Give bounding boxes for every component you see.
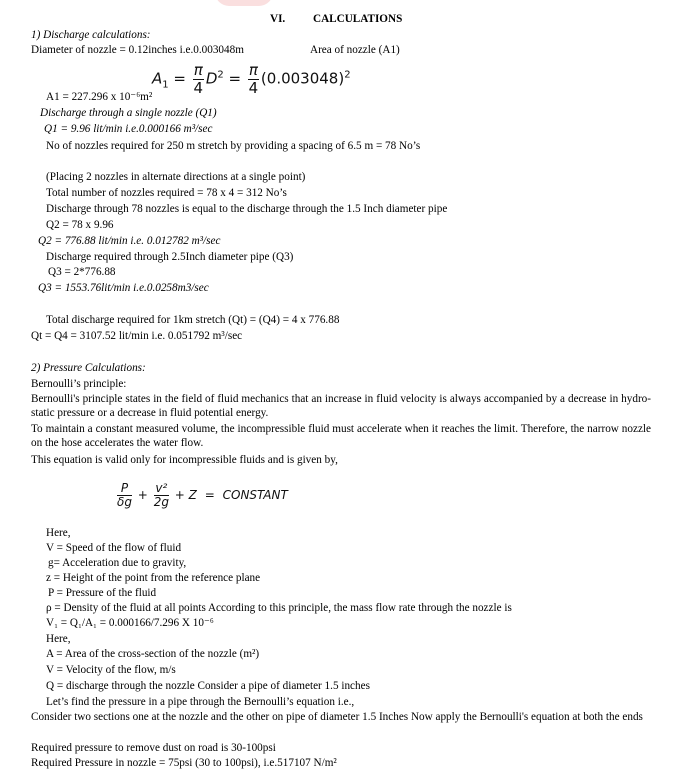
required-dust-pressure: Required pressure to remove dust on road is 30-100psi — [31, 742, 276, 754]
nozzle-area-label: Area of nozzle (A1) — [310, 44, 400, 56]
eq-z: Z — [188, 488, 197, 503]
def-q: Q = discharge through the nozzle Consider a pipe of diameter 1.5 inches — [46, 680, 370, 692]
discharge-heading: 1) Discharge calculations: — [31, 29, 151, 41]
bernoulli-paragraph-1: Bernoulli's principle states in the field of fluid mechanics that an increase in fluid velocity is always accompanied by a decrease in hydro-static pressure or a decrease in fluid potential energy. — [31, 393, 651, 419]
section-number: VI. — [270, 13, 286, 25]
bernoulli-equation — [115, 482, 288, 509]
eq-v2-over-2g: $\frac{\text{v²}}{2g}$ — [153, 481, 169, 510]
eq-a-subscript: 1 — [162, 79, 169, 91]
q3-label: Discharge required through 2.5Inch diameter pipe (Q3) — [46, 251, 294, 263]
lets-find-pressure: Let’s find the pressure in a pipe through the Bernoulli’s equation i.e., — [46, 696, 355, 708]
eq-pi-over-4-1: $\frac{\pi}{4}$ — [193, 61, 204, 97]
def-p: P = Pressure of the fluid — [48, 587, 157, 599]
def-g: g= Acceleration due to gravity, — [48, 557, 187, 569]
eq-a-symbol: A — [152, 69, 163, 88]
eq-value: (0.003048) — [260, 69, 345, 88]
required-nozzle-pressure: Required Pressure in nozzle = 75psi (30 to 100psi), i.e.517107 N/m² — [31, 757, 337, 769]
q2-expression: Q2 = 78 x 9.96 — [46, 219, 114, 231]
def-a: A = Area of the cross-section of the nozzle (m²) — [46, 648, 260, 660]
eq-equals: = — [204, 488, 215, 503]
eq-equals-2: = — [228, 69, 242, 88]
def-rho: ρ = Density of the fluid at all points According to this principle, the mass flow rate through the nozzle is — [46, 602, 512, 614]
placing-note: (Placing 2 nozzles in alternate directions at a single point) — [46, 171, 306, 183]
a1-value: A1 = 227.296 x 10⁻⁶m² — [46, 91, 153, 103]
q3-value: Q3 = 1553.76lit/min i.e.0.0258m3/sec — [38, 282, 209, 294]
total-nozzles: Total number of nozzles required = 78 x 4 = 312 No’s — [46, 187, 287, 199]
q2-value: Q2 = 776.88 lit/min i.e. 0.012782 m³/sec — [38, 235, 221, 247]
nozzle-diameter: Diameter of nozzle = 0.12inches i.e.0.003048m — [31, 44, 244, 56]
here-label-1: Here, — [46, 527, 71, 539]
bernoulli-paragraph-3: This equation is valid only for incompressible fluids and is given by, — [31, 454, 338, 466]
eq-constant: CONSTANT — [222, 488, 288, 503]
q1-value: Q1 = 9.96 lit/min i.e.0.000166 m³/sec — [44, 123, 213, 135]
top-color-mark — [215, 0, 273, 6]
nozzles-required: No of nozzles required for 250 m stretch by providing a spacing of 6.5 m = 78 No’s — [46, 140, 421, 152]
bernoulli-label: Bernoulli’s principle: — [31, 378, 127, 390]
area-equation — [152, 62, 351, 96]
eq-value-square: 2 — [344, 69, 351, 81]
eq-plus-2: + — [174, 488, 185, 503]
eq-p-over-dg: $\frac{P}{\delta g}$ — [117, 481, 132, 510]
qt-value: Qt = Q4 = 3107.52 lit/min i.e. 0.051792 m³/sec — [31, 330, 243, 342]
here-label-2: Here, — [46, 633, 71, 645]
def-v-velocity: V = Velocity of the flow, m/s — [46, 664, 176, 676]
pressure-heading: 2) Pressure Calculations: — [31, 362, 146, 374]
bernoulli-paragraph-2: To maintain a constant measured volume, the incompressible fluid must accelerate when it reaches the limit. Therefore, the narrow nozzle on the hose accelerates the water flow. — [31, 423, 651, 449]
total-1km: Total discharge required for 1km stretch (Qt) = (Q4) = 4 x 776.88 — [46, 314, 340, 326]
discharge-78-nozzles: Discharge through 78 nozzles is equal to the discharge through the 1.5 Inch diameter pipe — [46, 203, 448, 215]
def-v: V = Speed of the flow of fluid — [46, 542, 182, 554]
def-z: z = Height of the point from the reference plane — [46, 572, 261, 584]
eq-d-symbol: D — [205, 69, 218, 88]
q3-expression: Q3 = 2*776.88 — [48, 266, 116, 278]
eq-plus-1: + — [137, 488, 148, 503]
v1-value: V₁ = Q₁/A₁ = 0.000166/7.296 X 10⁻⁶ — [46, 617, 214, 629]
eq-d-square: 2 — [217, 69, 224, 81]
single-nozzle-label: Discharge through a single nozzle (Q1) — [40, 107, 217, 119]
eq-equals-1: = — [173, 69, 186, 88]
consider-sections: Consider two sections one at the nozzle and the other on pipe of diameter 1.5 Inches Now apply the Bernoulli's equation at both the ends — [31, 711, 643, 723]
section-title: CALCULATIONS — [313, 13, 403, 25]
eq-pi-over-4-2: $\frac{\pi}{4}$ — [248, 61, 259, 97]
